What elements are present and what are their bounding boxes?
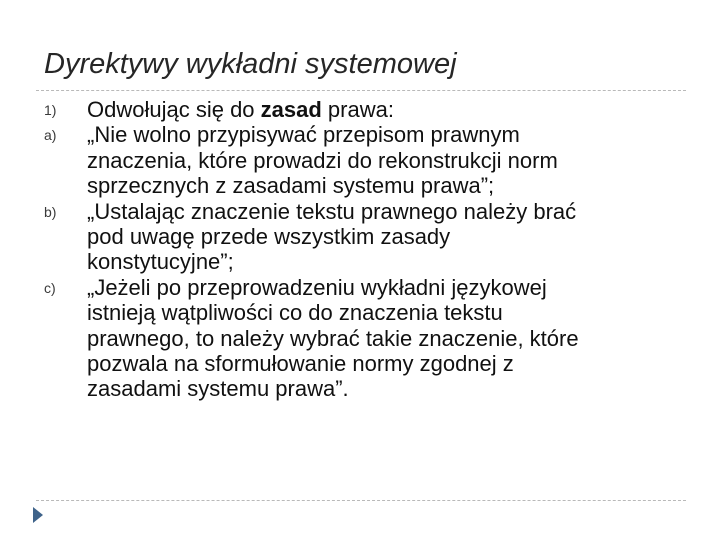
list-item-b-line-1: „Ustalając znaczenie tekstu prawnego należy brać — [87, 198, 577, 224]
list-marker-c: c) — [44, 279, 56, 296]
list-item-b-line-3: konstytucyjne”; — [87, 249, 234, 275]
text-segment: Odwołując się do — [87, 97, 261, 122]
next-slide-arrow-icon[interactable] — [33, 507, 43, 523]
list-item-a-line-1: „Nie wolno przypisywać przepisom prawnym — [87, 122, 520, 148]
list-item-1 — [44, 97, 684, 122]
slide-title: Dyrektywy wykładni systemowej — [44, 48, 457, 80]
text-segment: prawa: — [321, 97, 394, 122]
list-item-c-line-4: pozwala na sformułowanie normy zgodnej z — [87, 351, 514, 377]
list-item-c-line-2: istnieją wątpliwości co do znaczenia tekstu — [87, 300, 503, 326]
list-item-a-line-3: sprzecznych z zasadami systemu prawa”; — [87, 173, 495, 199]
title-divider — [36, 90, 686, 91]
list-item-a — [44, 122, 684, 198]
list-marker-b: b) — [44, 203, 57, 220]
bold-text-segment: zasad — [260, 97, 322, 122]
list-item-c-line-5: zasadami systemu prawa”. — [87, 376, 349, 402]
list-item-b — [44, 199, 684, 275]
list-item-c-line-1: „Jeżeli po przeprowadzeniu wykładni językowej — [87, 274, 547, 300]
list-marker-a: a) — [44, 127, 57, 144]
list-item-b-line-2: pod uwagę przede wszystkim zasady — [87, 224, 451, 250]
footer-divider — [36, 500, 686, 501]
list-item-1-line-1 — [87, 97, 684, 122]
slide-content — [44, 97, 684, 402]
list-marker-1: 1) — [44, 102, 57, 118]
list-item-c — [44, 275, 684, 402]
list-item-c-line-3: prawnego, to należy wybrać takie znaczenie, które — [87, 325, 579, 351]
list-item-a-line-2: znaczenia, które prowadzi do rekonstrukcji norm — [87, 147, 558, 173]
